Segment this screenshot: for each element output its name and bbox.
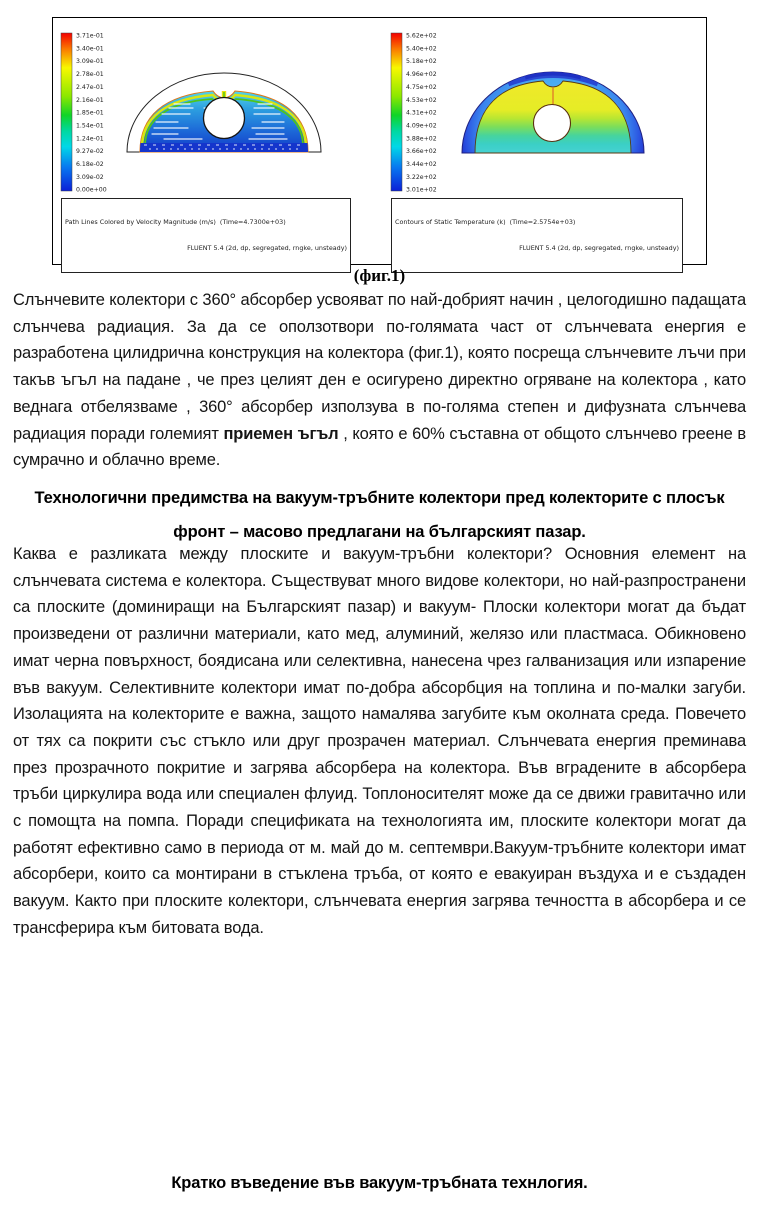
legend-tick-label: 2.16e-01	[76, 96, 104, 104]
legend-tick-label: 0.00e+00	[76, 186, 107, 194]
legend-tick-label: 3.40e-01	[76, 45, 104, 53]
temperature-plot	[389, 29, 707, 197]
velocity-dome	[127, 73, 321, 152]
legend-tick-label: 1.54e-01	[76, 122, 104, 130]
legend-tick-label: 6.18e-02	[76, 161, 104, 168]
velocity-plot	[59, 29, 385, 197]
legend-tick-label: 4.96e+02	[406, 71, 437, 78]
temperature-caption-box	[391, 198, 683, 273]
temperature-dome	[462, 72, 644, 153]
legend-tick-label: 4.53e+02	[406, 96, 437, 104]
paragraph1-text: Слънчевите колектори с 360° абсорбер усвояват по най-добрият начин , целогодишно падащата слънчева радиация. За да се оползотвори по-голямата част от слънчевата енергия е разработена цилидрична конструкция на колектора (фиг.1), която посреща слънчевите лъчи при такъв ъгъл на падане , че през целият ден е осигурено директно огряване на колектора , като веднага отбелязваме , 360° абсорбер използува в по-голяма степен и дифузната слънчева радиация поради големият	[13, 291, 746, 443]
velocity-caption-line1: Path Lines Colored by Velocity Magnitude (m/s) (Time=4.7300e+03)	[65, 218, 286, 227]
legend-tick-label: 2.78e-01	[76, 71, 104, 78]
legend-tick-label: 1.24e-01	[76, 135, 104, 143]
temperature-legend-colorbar	[391, 33, 402, 191]
heading-intro-vacuum-tube: Кратко въведение във вакуум-тръбната технлогия.	[171, 1174, 588, 1192]
legend-tick-label: 3.44e+02	[406, 161, 437, 168]
absorber-tube-hole	[204, 98, 245, 139]
paragraph-solar-collectors	[13, 287, 746, 474]
legend-tick-label: 1.85e-01	[76, 109, 104, 117]
paragraph1-text-after: , която е 60% съставна от общото слънчево греене в сумрачно и облачно време.	[13, 424, 746, 470]
heading-advantages-line1: Технологични предимства на вакуум-тръбните колектори пред колекторите с плосък	[34, 489, 725, 507]
absorber-tube-hole	[534, 105, 571, 142]
legend-tick-label: 4.09e+02	[406, 122, 437, 130]
legend-tick-label: 5.18e+02	[406, 58, 437, 66]
legend-tick-label: 3.22e+02	[406, 173, 437, 181]
temperature-legend-labels	[406, 33, 437, 194]
legend-tick-label: 3.09e-02	[76, 173, 104, 181]
velocity-caption-box	[61, 198, 351, 273]
figure-caption: (фиг.1)	[353, 266, 406, 285]
velocity-caption-line2: FLUENT 5.4 (2d, dp, segregated, rngke, unsteady)	[187, 243, 347, 252]
velocity-legend-labels	[76, 33, 107, 194]
temperature-caption-line2: FLUENT 5.4 (2d, dp, segregated, rngke, unsteady)	[519, 243, 679, 252]
temperature-caption-line1: Contours of Static Temperature (k) (Time=2.5754e+03)	[395, 218, 576, 227]
legend-tick-label: 9.27e-02	[76, 148, 104, 156]
legend-tick-label: 3.66e+02	[406, 148, 437, 156]
heading-advantages	[13, 481, 746, 549]
legend-tick-label: 3.09e-01	[76, 58, 104, 66]
velocity-legend-colorbar	[61, 33, 72, 191]
legend-tick-label: 3.88e+02	[406, 135, 437, 143]
paragraph1-bold-term: приемен ъгъл	[223, 424, 339, 443]
legend-tick-label: 3.71e-01	[76, 32, 104, 40]
legend-tick-label: 4.75e+02	[406, 83, 437, 91]
legend-tick-label: 5.62e+02	[406, 32, 437, 40]
heading-advantages-line2: фронт – масово предлагани на българският пазар.	[173, 523, 586, 541]
figure-fig1	[52, 17, 707, 265]
legend-tick-label: 5.40e+02	[406, 45, 437, 53]
legend-tick-label: 3.01e+02	[406, 186, 437, 194]
legend-tick-label: 2.47e-01	[76, 83, 104, 91]
legend-tick-label: 4.31e+02	[406, 109, 437, 117]
paragraph-collector-types: Каква е разликата между плоските и вакуум-тръбни колектори? Основния елемент на слънчевата система е колектора. Съществуват много видове колектори, но най-разпространени са плоските (доминиращи на Българският пазар) и вакуум- Плоски колектори могат да бъдат произведени от различни материали, като мед, алуминий, желязо или пластмаса. Обикновено имат черна повърхност, боядисана или селективна, нанесена чрез галванизация или изпарение във вакуум. Селективните колектори имат по-добра абсорбция на топлина и по-малки загуби. Изолацията на колекторите е важна, защото намалява загубите към околната среда. Повечето от тях са покрити със стъкло или друг прозрачен материал. Слънчевата енергия преминава през прозрачното покритие и загрява абсорбера на колектора. Във вградените в абсорбера тръби циркулира вода или специален флуид. Топлоносителят може да се движи гравитачно или с помощта на помпа. Поради спецификата на технологията им, плоските колектори могат да работят ефективно само в периода от м. май до м. септември.Вакуум-тръбните колектори имат абсорбери, които са монтирани в стъклена тръба, от която е евакуиран въздуха и е създаден вакуум. Както при плоските колектори, слънчевата енергия загрява течността в абсорбера и се трансферира към битовата вода.	[13, 545, 746, 937]
